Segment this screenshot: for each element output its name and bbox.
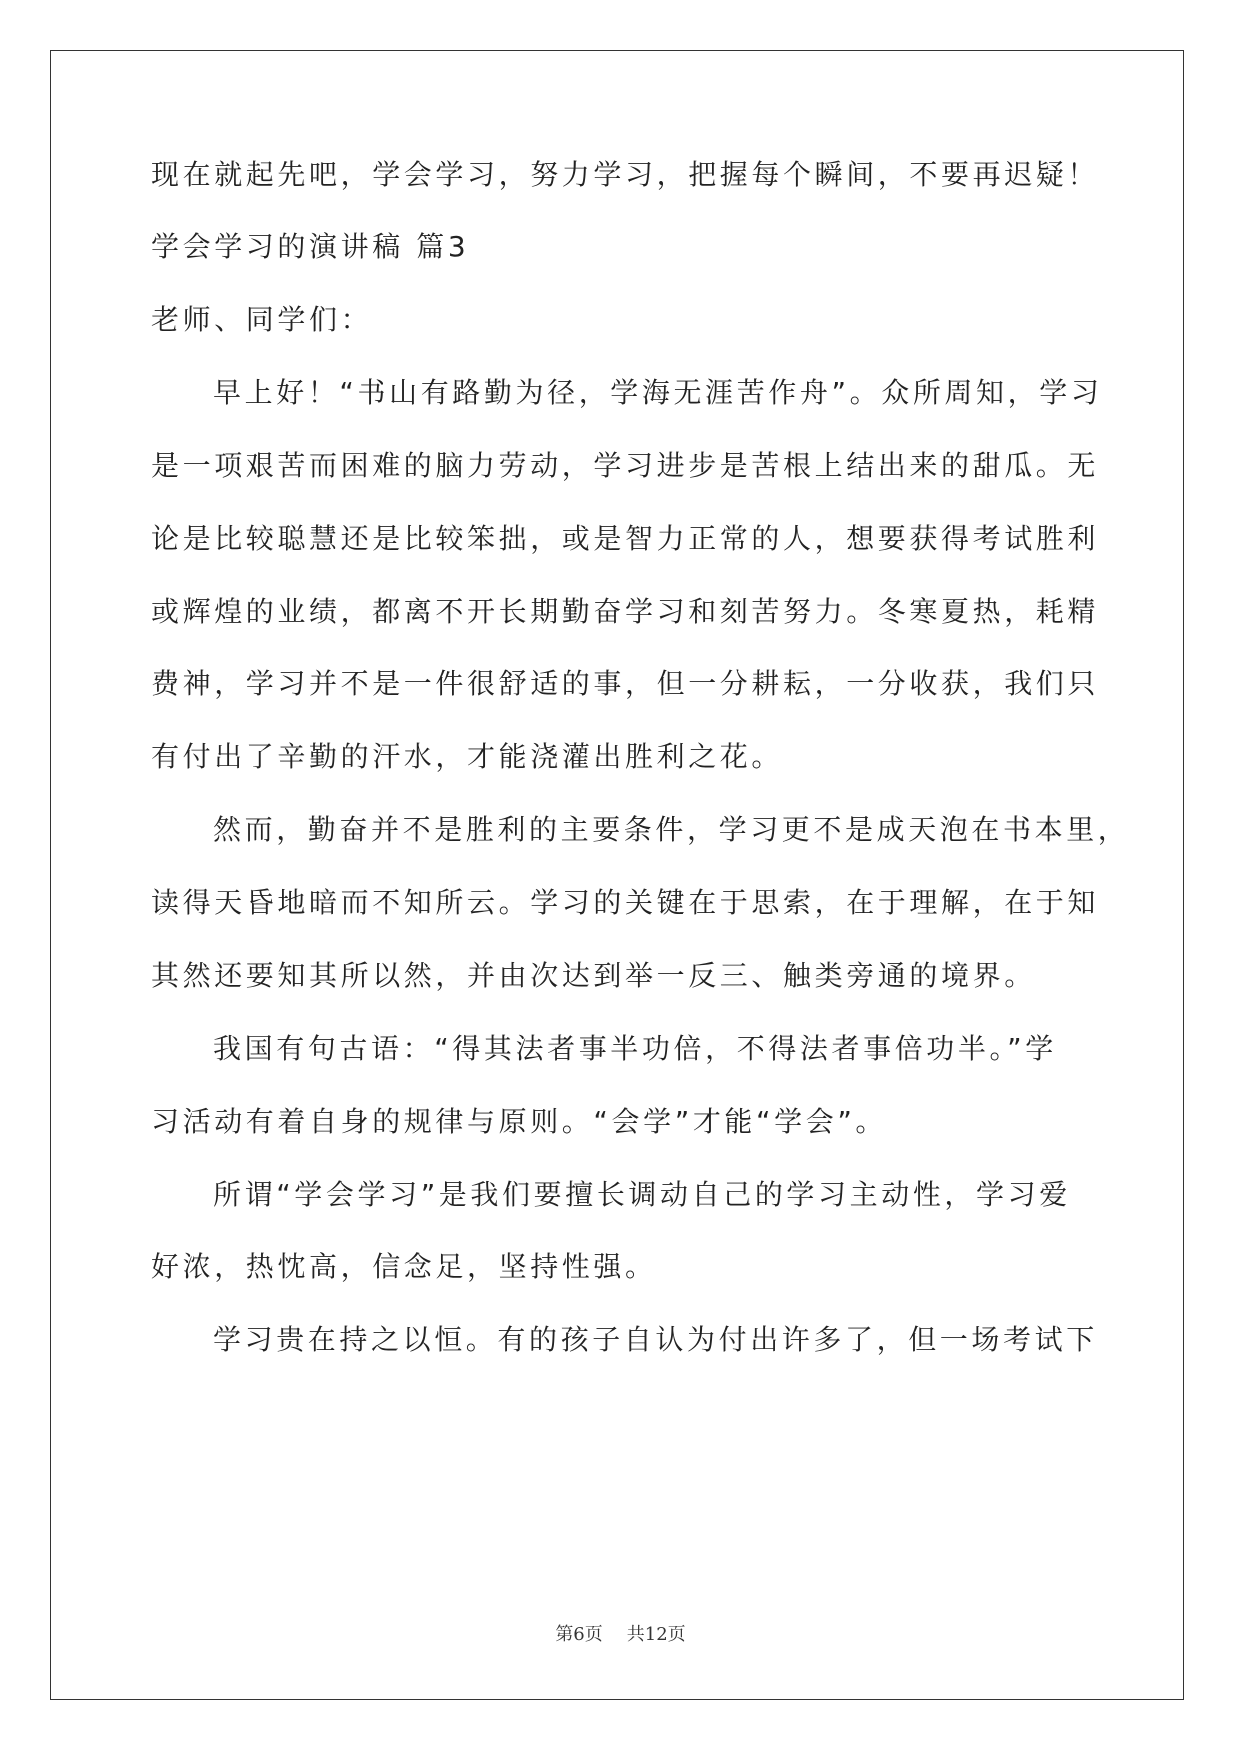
- paragraph-line: 习活动有着自身的规律与原则。“会学”才能“学会”。: [151, 1105, 888, 1138]
- salutation: 老师、同学们：: [151, 303, 373, 336]
- page-total: 共12页: [626, 1624, 686, 1645]
- page-border: [50, 50, 1184, 1700]
- page-number: 第6页: [555, 1624, 603, 1645]
- section-heading: 学会学习的演讲稿 篇3: [151, 230, 470, 263]
- paragraph-line: 是一项艰苦而困难的脑力劳动，学习进步是苦根上结出来的甜瓜。无: [151, 449, 1100, 482]
- paragraph-line: 早上好！“书山有路勤为径，学海无涯苦作舟”。众所周知，学习: [213, 376, 1103, 409]
- paragraph-line: 论是比较聪慧还是比较笨拙，或是智力正常的人，想要获得考试胜利: [151, 522, 1100, 555]
- paragraph-line: 所谓“学会学习”是我们要擅长调动自己的学习主动性，学习爱: [213, 1178, 1071, 1211]
- paragraph-line: 有付出了辛勤的汗水，才能浇灌出胜利之花。: [151, 740, 784, 773]
- paragraph-line: 学习贵在持之以恒。有的孩子自认为付出许多了，但一场考试下: [213, 1323, 1098, 1356]
- page-footer: [0, 1620, 1241, 1646]
- paragraph-line: 读得天昏地暗而不知所云。学习的关键在于思索，在于理解，在于知: [151, 886, 1100, 919]
- paragraph-line: 费神，学习并不是一件很舒适的事，但一分耕耘，一分收获，我们只: [151, 667, 1100, 700]
- paragraph-line: 然而，勤奋并不是胜利的主要条件，学习更不是成天泡在书本里，: [213, 813, 1130, 846]
- paragraph-line: 我国有句古语：“得其法者事半功倍，不得法者事倍功半。”学: [213, 1032, 1057, 1065]
- paragraph-line: 其然还要知其所以然，并由次达到举一反三、触类旁通的境界。: [151, 959, 1036, 992]
- paragraph-line: 或辉煌的业绩，都离不开长期勤奋学习和刻苦努力。冬寒夏热，耗精: [151, 595, 1100, 628]
- paragraph-line: 好浓，热忱高，信念足，坚持性强。: [151, 1250, 657, 1283]
- text-line: 现在就起先吧，学会学习，努力学习，把握每个瞬间，不要再迟疑！: [151, 158, 1100, 191]
